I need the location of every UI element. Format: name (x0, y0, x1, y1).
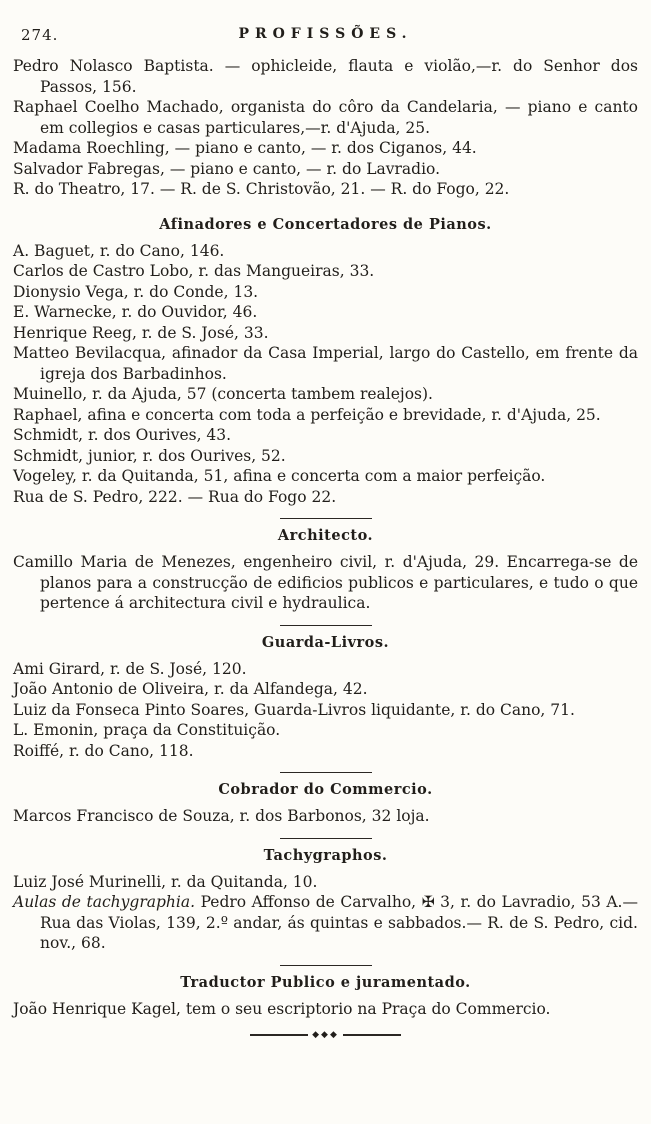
section-heading: Architecto. (277, 527, 374, 544)
directory-entry: Luiz José Murinelli, r. da Quitanda, 10. (13, 872, 318, 891)
section-heading: Guarda-Livros. (261, 633, 390, 651)
section-heading: Tachygraphos. (263, 846, 388, 864)
page-number: 274. (21, 26, 59, 44)
directory-entry: Schmidt, junior, r. dos Ourives, 52. (13, 446, 286, 465)
directory-entry: Luiz da Fonseca Pinto Soares, Guarda-Livros liquidante, r. do Cano, 71. (13, 700, 575, 719)
section-guarda-livros (13, 625, 638, 762)
section-rule (280, 965, 372, 966)
page-header (13, 24, 638, 48)
directory-entry: Henrique Reeg, r. de S. José, 33. (13, 323, 269, 342)
section-rule (280, 838, 372, 839)
running-title: PROFISSÕES. (238, 26, 413, 42)
ornament-glyphs: ◆◆◆ (312, 1030, 339, 1040)
directory-entry: Raphael, afina e concerta com toda a perfeição e brevidade, r. d'Ajuda, 25. (13, 405, 601, 424)
directory-entry: Rua de S. Pedro, 222. — Rua do Fogo 22. (13, 487, 337, 506)
section-music-continuation (13, 56, 638, 200)
directory-entry: Matteo Bevilacqua, afinador da Casa Imperial, largo do Castello, em frente da igreja dos Barbadinhos. (13, 344, 638, 383)
directory-entry: A. Baguet, r. do Cano, 146. (13, 241, 225, 260)
directory-entry: R. do Theatro, 17. — R. de S. Christovão, 21. — R. do Fogo, 22. (13, 180, 510, 198)
section-heading: Afinadores e Concertadores de Pianos. (159, 215, 492, 233)
ornament-line-left (250, 1034, 308, 1036)
section-cobrador (13, 772, 638, 827)
section-architecto (13, 518, 638, 614)
directory-entry: Muinello, r. da Ajuda, 57 (concerta tambem realejos). (13, 385, 433, 403)
directory-entry: Schmidt, r. dos Ourives, 43. (13, 426, 232, 444)
directory-entry: Ami Girard, r. de S. José, 120. (13, 659, 247, 678)
section-heading: Traductor Publico e juramentado. (180, 973, 471, 991)
directory-entry (13, 892, 638, 954)
directory-entry: Dionysio Vega, r. do Conde, 13. (13, 282, 259, 301)
section-afinadores (13, 216, 638, 508)
directory-entry: Camillo Maria de Menezes, engenheiro civil, r. d'Ajuda, 29. Encarrega-se de planos para a construcção de edificios publicos e particulares, e tudo o que pertence á architectura civil e hydraulica. (13, 553, 638, 612)
section-traductor (13, 965, 638, 1020)
directory-entry: João Antonio de Oliveira, r. da Alfandega, 42. (13, 680, 368, 698)
directory-entry: Salvador Fabregas, — piano e canto, — r. do Lavradio. (13, 159, 441, 178)
directory-entry: Roiffé, r. do Cano, 118. (13, 741, 194, 760)
directory-entry: Madama Roechling, — piano e canto, — r. dos Ciganos, 44. (13, 139, 477, 157)
directory-entry: L. Emonin, praça da Constituição. (13, 721, 281, 739)
directory-entry: E. Warnecke, r. do Ouvidor, 46. (13, 303, 258, 321)
section-tachygraphos (13, 838, 638, 954)
directory-entry: Marcos Francisco de Souza, r. dos Barbonos, 32 loja. (13, 807, 430, 825)
directory-entry: Pedro Nolasco Baptista. — ophicleide, flauta e violão,—r. do Senhor dos Passos, 156. (13, 57, 638, 96)
end-ornament (13, 1028, 638, 1042)
directory-entry: Raphael Coelho Machado, organista do côro da Candelaria, — piano e canto em collegios e casas particulares,—r. d'Ajuda, 25. (13, 98, 638, 137)
ornament-line-right (343, 1034, 401, 1036)
section-rule (280, 772, 372, 773)
section-rule (280, 518, 372, 519)
entry-rest: Pedro Affonso de Carvalho, ✠ 3, r. do Lavradio, 53 A.—Rua das Violas, 139, 2.º andar, ás quintas e sabbados.— R. de S. Pedro, cid. nov., 68. (40, 893, 638, 952)
directory-entry: Vogeley, r. da Quitanda, 51, afina e concerta com a maior perfeição. (13, 467, 546, 485)
directory-entry: João Henrique Kagel, tem o seu escriptorio na Praça do Commercio. (13, 999, 551, 1018)
section-rule (280, 625, 372, 626)
entry-lead-italic: Aulas de tachygraphia. (13, 893, 196, 911)
section-heading: Cobrador do Commercio. (218, 781, 433, 798)
directory-entry: Carlos de Castro Lobo, r. das Mangueiras, 33. (13, 262, 375, 280)
